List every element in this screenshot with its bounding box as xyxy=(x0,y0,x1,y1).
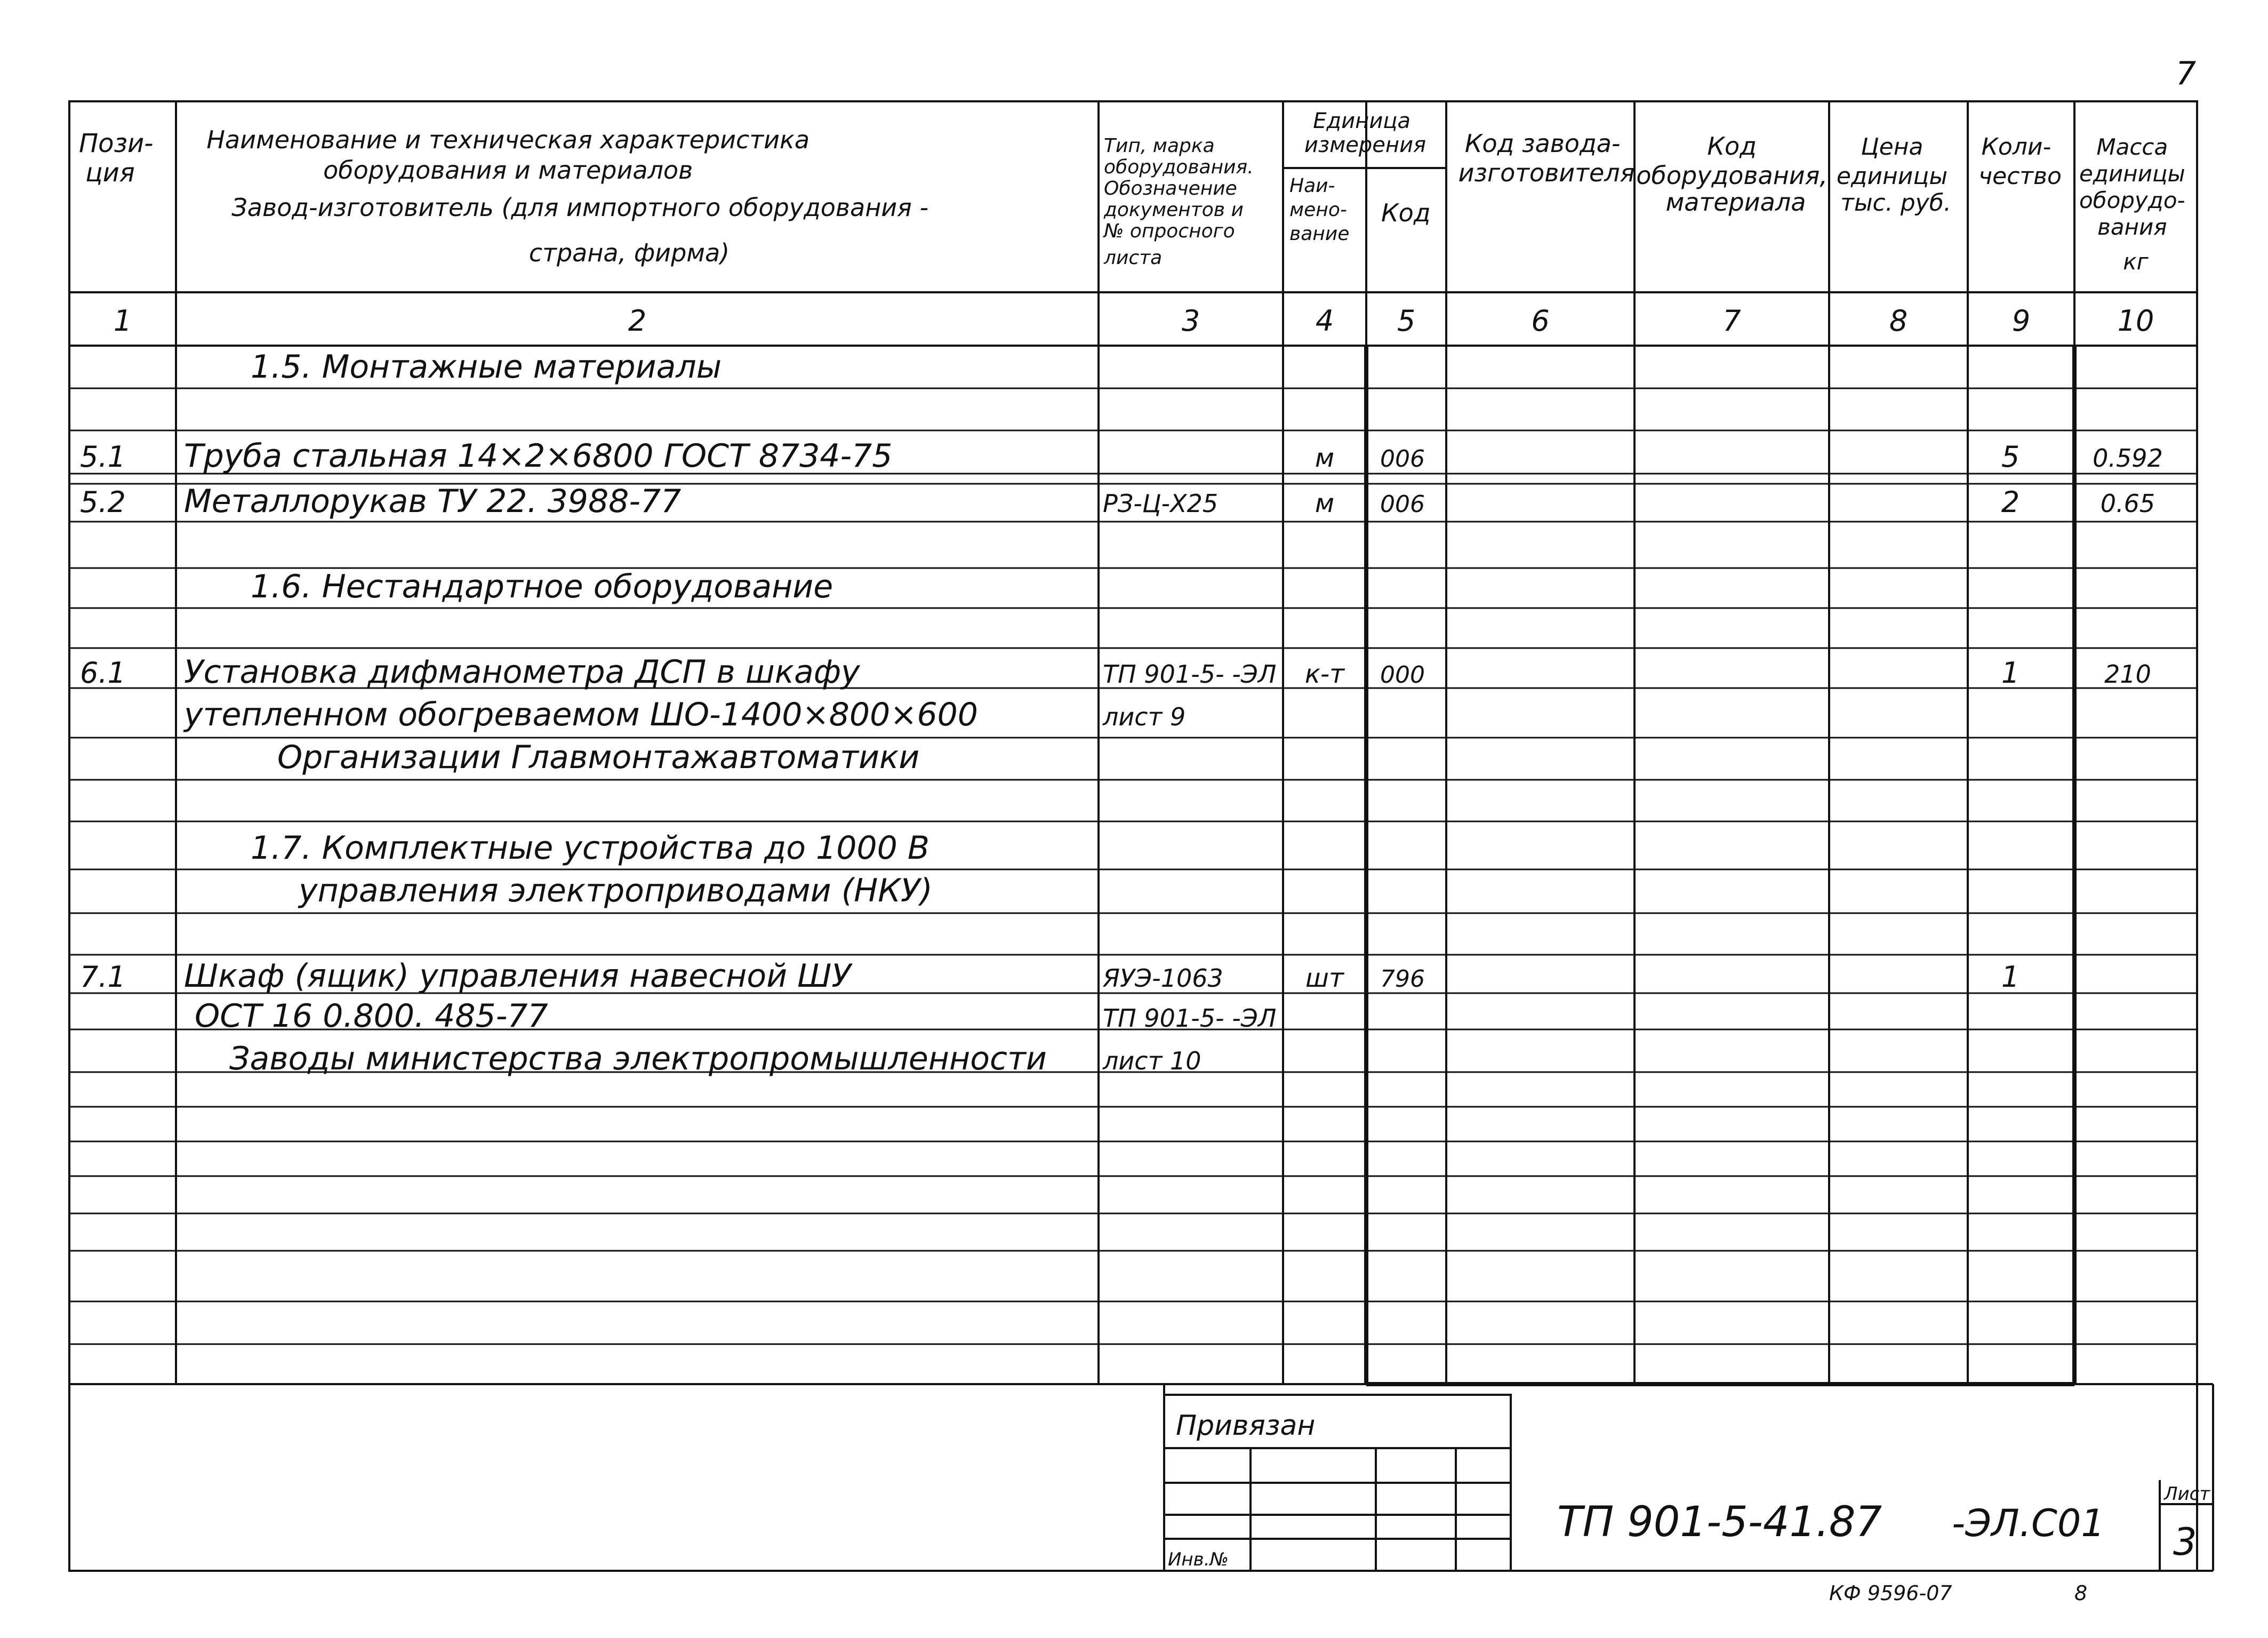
header-type-line1: Тип, марка xyxy=(1104,135,1215,157)
cell-name: 1.7. Комплектные устройства до 1000 В xyxy=(251,829,929,867)
header-price-line3: тыс. руб. xyxy=(1840,189,1951,217)
stamp-privyazan-label: Привязан xyxy=(1176,1410,1316,1442)
cell-unit: м xyxy=(1315,443,1335,473)
column-number: 10 xyxy=(2117,304,2154,338)
cell-name: ОСТ 16 0.800. 485-77 xyxy=(195,997,548,1035)
title-block xyxy=(69,1384,2213,1571)
cell-type: лист 9 xyxy=(1103,702,1186,731)
header-price-line2: единицы xyxy=(1836,163,1948,190)
cell-name: Организации Главмонтажавтоматики xyxy=(277,739,920,776)
svg-text:Наи- мено- вание xyxy=(1289,175,1353,245)
table-row xyxy=(80,483,2155,520)
cell-position: 6.1 xyxy=(80,656,126,690)
print-code: КФ 9596-07 xyxy=(1829,1581,1952,1605)
cell-mass: 0.65 xyxy=(2100,489,2155,518)
table-row xyxy=(80,653,2151,691)
svg-text:Наименование и техническая хар xyxy=(206,125,936,267)
cell-type: лист 10 xyxy=(1103,1046,1201,1075)
column-number: 2 xyxy=(628,304,647,338)
cell-quantity: 2 xyxy=(2001,485,2020,519)
header-mass-line4: вания xyxy=(2097,214,2167,240)
column-number: 4 xyxy=(1315,304,1334,338)
table-row xyxy=(183,696,1185,733)
header-maker-line2: изготовителя xyxy=(1458,158,1635,187)
cell-unit-code: 006 xyxy=(1380,491,1425,518)
header-type-line6: листа xyxy=(1104,247,1163,269)
column-number: 1 xyxy=(113,304,132,338)
cell-type: ТП 901-5- -ЭЛ xyxy=(1103,1004,1277,1033)
sheet-number: 3 xyxy=(2173,1520,2197,1564)
column-number: 9 xyxy=(2011,304,2031,338)
table-row xyxy=(80,437,2163,475)
cell-unit: шт xyxy=(1305,963,1344,993)
cell-unit-code: 006 xyxy=(1380,445,1425,473)
cell-position: 5.2 xyxy=(80,485,126,519)
print-code-suffix: 8 xyxy=(2074,1581,2088,1605)
cell-type: ТП 901-5- -ЭЛ xyxy=(1103,660,1277,689)
header-qty-line2: чество xyxy=(1978,163,2062,190)
header-equip-line3: материала xyxy=(1665,188,1806,217)
cell-position: 7.1 xyxy=(80,960,126,994)
column-number-row xyxy=(114,304,2154,338)
cell-name: 1.5. Монтажные материалы xyxy=(251,348,722,386)
column-number: 5 xyxy=(1397,304,1416,338)
svg-text:Код завода- изготовителя xyxy=(1458,129,1635,187)
svg-text:Единица измерения xyxy=(1304,109,1426,157)
cell-mass: 0.592 xyxy=(2093,444,2163,473)
column-number: 7 xyxy=(1722,304,1741,338)
header-name-line1: Наименование и техническая характеристика xyxy=(206,125,810,154)
column-number: 3 xyxy=(1181,304,1200,338)
sheet-label: Лист xyxy=(2164,1483,2210,1505)
cell-unit: к-т xyxy=(1304,659,1345,689)
cell-quantity: 5 xyxy=(2001,440,2020,474)
header-type-line4: документов и xyxy=(1104,199,1244,221)
cell-name: управления электроприводами (НКУ) xyxy=(299,872,933,909)
cell-name: Установка дифманометра ДСП в шкафу xyxy=(184,653,860,691)
column-number: 8 xyxy=(1889,304,1908,338)
header-maker-line1: Код завода- xyxy=(1464,129,1621,158)
cell-quantity: 1 xyxy=(2001,656,2020,690)
table-row xyxy=(298,872,933,909)
header-mass-line3: оборудо- xyxy=(2079,187,2185,213)
table-row xyxy=(251,348,722,386)
header-type-line5: № опросного xyxy=(1104,220,1235,242)
header xyxy=(79,109,2192,275)
cell-position: 5.1 xyxy=(80,440,126,474)
svg-text:Масса единицы обор xyxy=(2079,134,2192,275)
cell-name: утепленном обогреваемом ШО-1400×800×600 xyxy=(184,696,978,733)
svg-text:Коли- чество xyxy=(1978,133,2062,190)
header-qty-line1: Коли- xyxy=(1981,133,2051,161)
header-pos-line2: ция xyxy=(85,158,135,188)
header-pos-line1: Пози- xyxy=(79,129,154,158)
header-name-line3: Завод-изготовитель (для импортного оборудования - xyxy=(231,193,929,222)
header-mass-line5: кг xyxy=(2123,249,2149,275)
header-type-line3: Обозначение xyxy=(1104,178,1237,199)
header-unit-line2: измерения xyxy=(1304,133,1426,157)
cell-quantity: 1 xyxy=(2001,960,2020,994)
cell-unit-code: 000 xyxy=(1380,661,1425,689)
cell-unit-code: 796 xyxy=(1380,965,1425,993)
header-unit-name-line2: мено- xyxy=(1289,199,1347,221)
cell-name: Шкаф (ящик) управления навесной ШУ xyxy=(184,957,851,995)
page-number: 7 xyxy=(2176,55,2197,92)
header-unit-line1: Единица xyxy=(1313,109,1411,133)
header-name-line2: оборудования и материалов xyxy=(323,156,693,185)
cell-name: Труба стальная 14×2×6800 ГОСТ 8734-75 xyxy=(184,437,893,475)
header-unit-code: Код xyxy=(1381,198,1431,227)
cell-mass: 210 xyxy=(2104,660,2151,689)
stamp-inv-label: Инв.№ xyxy=(1168,1549,1229,1570)
header-mass-line2: единицы xyxy=(2079,161,2185,187)
table-body xyxy=(80,348,2163,1077)
svg-text:Код оборудования, xyxy=(1636,132,1835,217)
cell-unit: м xyxy=(1315,489,1335,518)
svg-text:Пози-ция xyxy=(79,129,154,188)
cell-type: ЯУЭ-1063 xyxy=(1103,964,1223,993)
header-unit-name-line1: Наи- xyxy=(1289,175,1335,197)
header-name-line4: страна, фирма) xyxy=(528,238,730,267)
document-code-suffix: -ЭЛ.С01 xyxy=(1952,1501,2105,1545)
header-mass-line1: Масса xyxy=(2096,134,2168,160)
header-equip-line1: Код xyxy=(1707,132,1757,161)
table-row xyxy=(251,568,833,605)
cell-type: РЗ-Ц-Х25 xyxy=(1103,489,1219,518)
column-number: 6 xyxy=(1531,304,1550,338)
header-type-line2: оборудования. xyxy=(1104,156,1254,178)
table-row xyxy=(277,739,919,776)
cell-name: Заводы министерства электропромышленности xyxy=(229,1040,1047,1077)
svg-text:Цена единицы тыс. xyxy=(1837,133,1955,217)
cell-name: 1.6. Нестандартное оборудование xyxy=(251,568,834,605)
table-row xyxy=(80,957,2019,995)
cell-name: Металлорукав ТУ 22. 3988-77 xyxy=(184,483,682,520)
header-equip-line2: оборудования, xyxy=(1636,161,1828,190)
document-code: ТП 901-5-41.87 xyxy=(1557,1498,1882,1546)
header-unit-name-line3: вание xyxy=(1289,223,1350,245)
svg-text:Тип, марка оборудования. xyxy=(1103,135,1260,269)
table-row xyxy=(251,829,929,867)
header-price-line1: Цена xyxy=(1861,133,1924,161)
